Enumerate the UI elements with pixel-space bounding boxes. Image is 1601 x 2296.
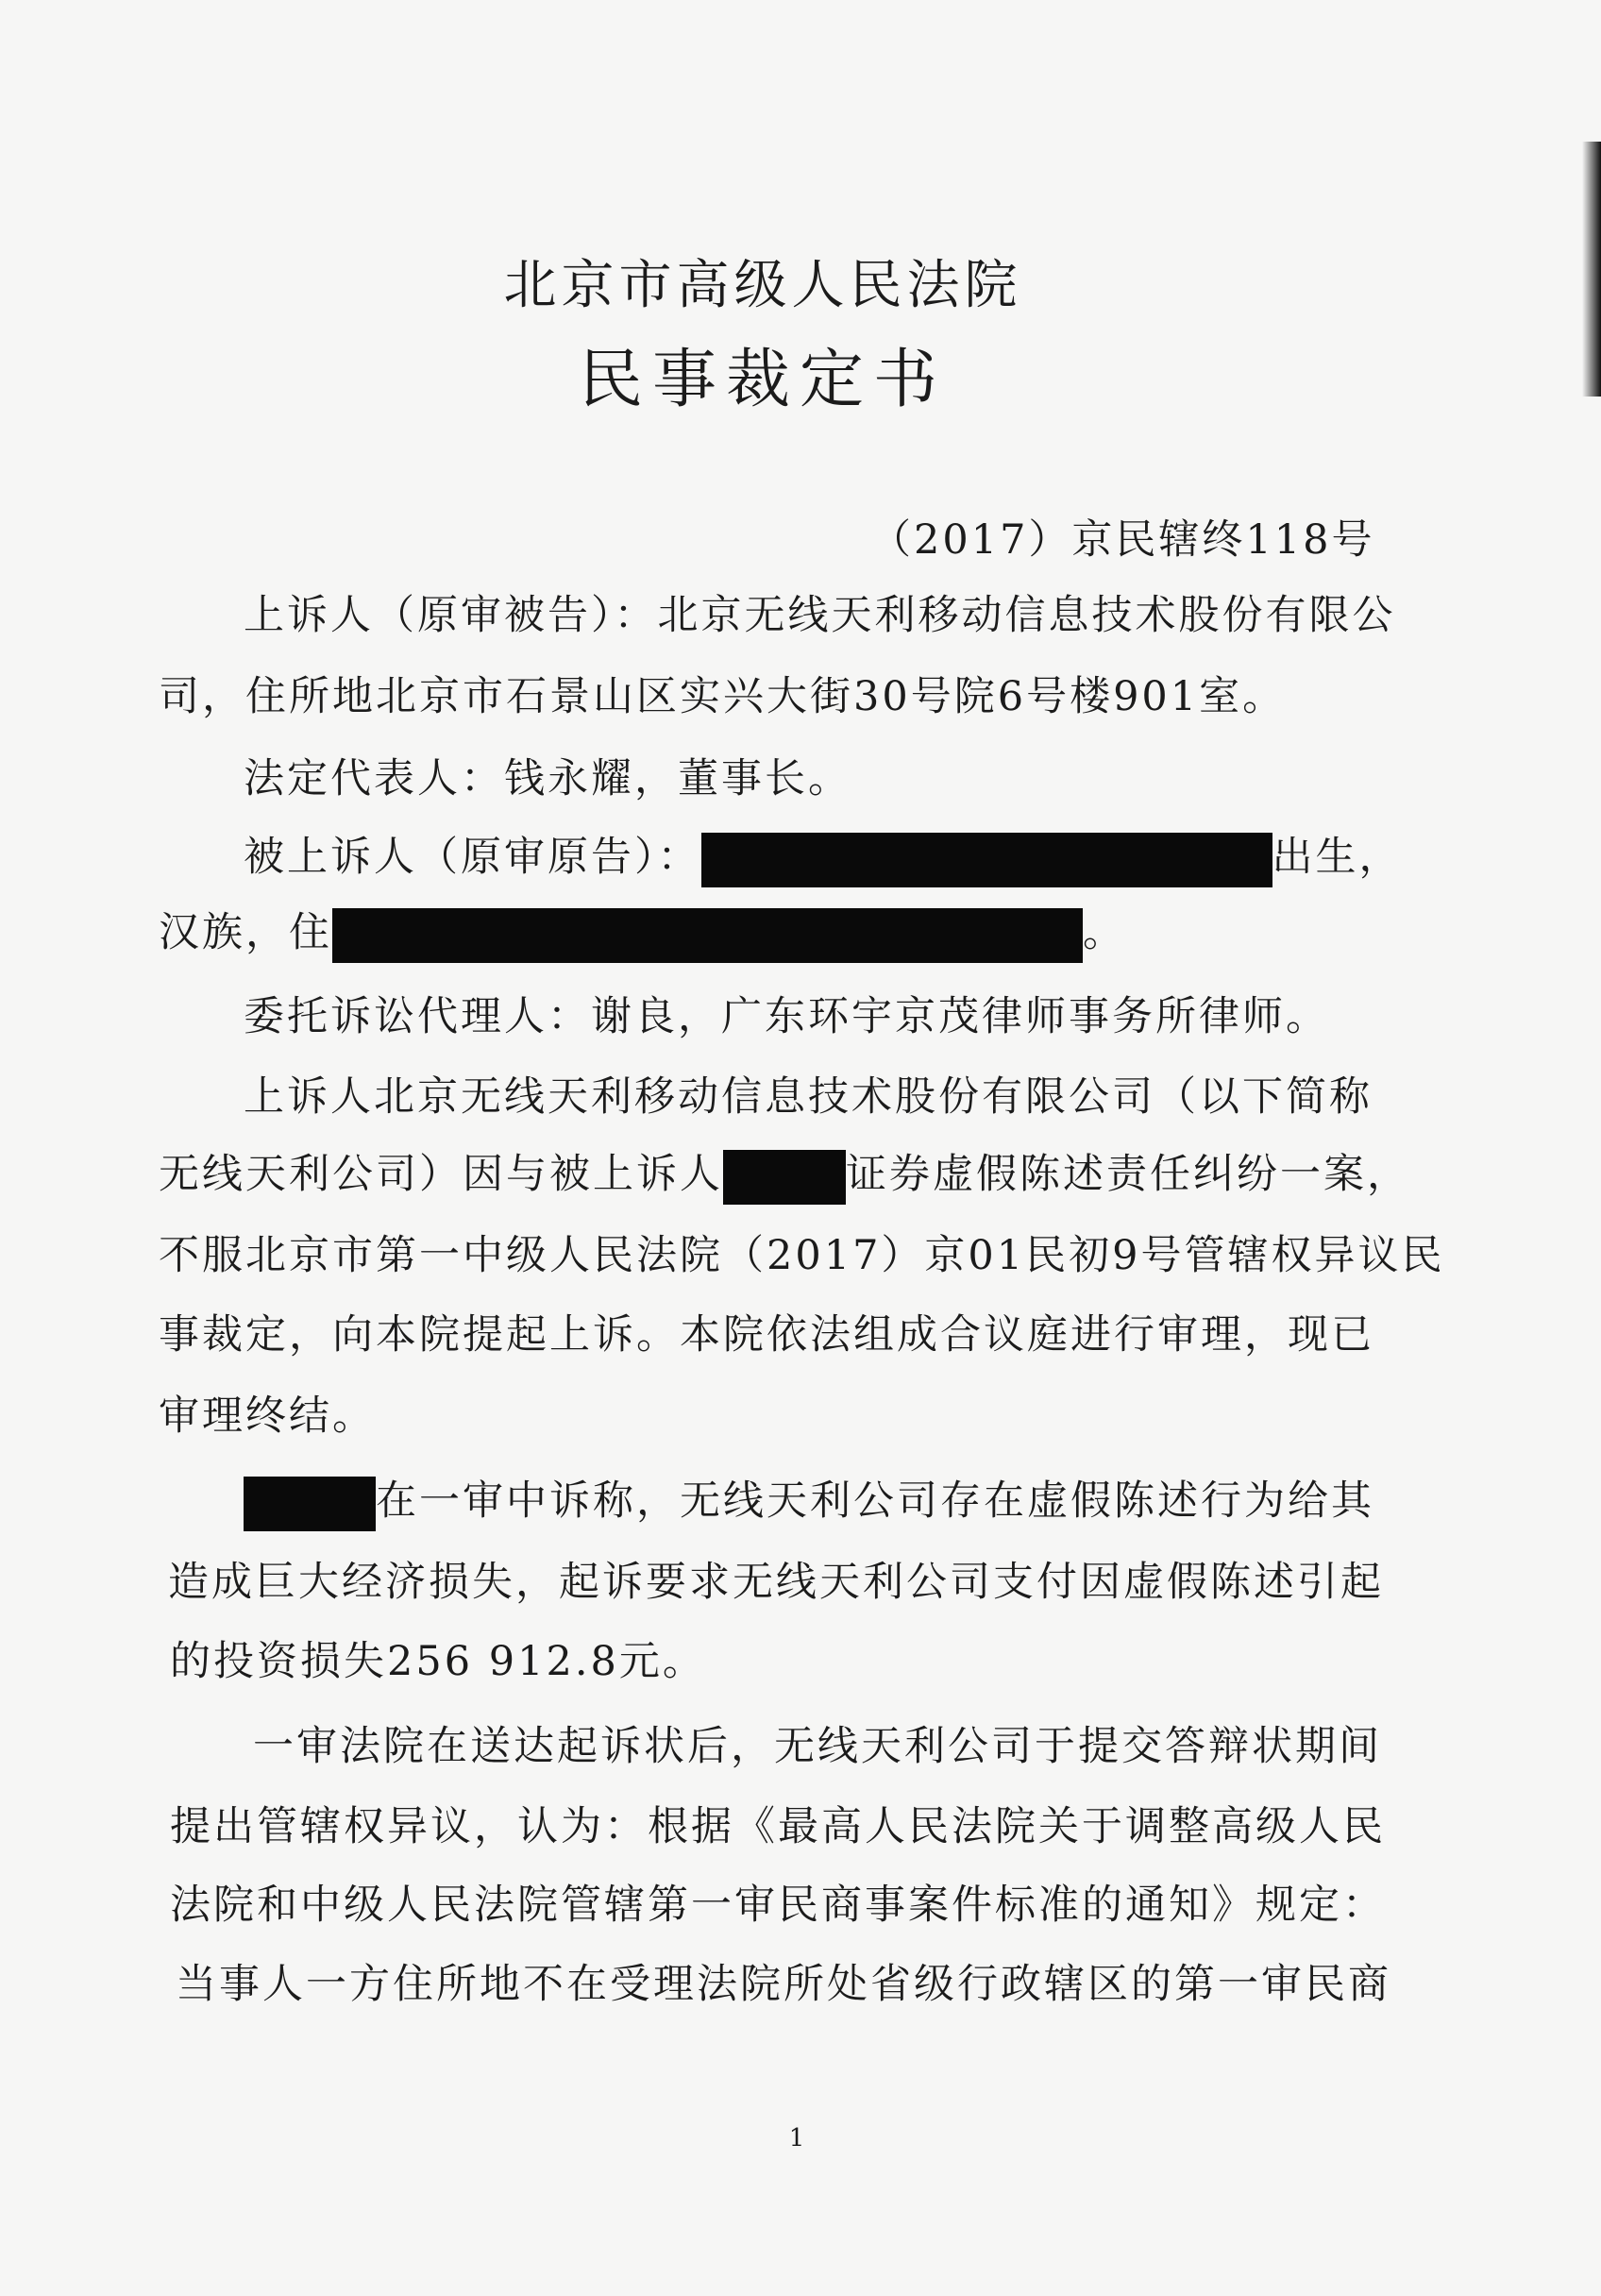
redaction-block [244,1477,376,1531]
body-p1-line-5: 审理终结。 [159,1393,376,1440]
body-p1-line-4: 事裁定，向本院提起上诉。本院依法组成合议庭进行审理，现已 [159,1311,1374,1359]
body-p1-line-3: 不服北京市第一中级人民法院（2017）京01民初9号管辖权异议民 [159,1232,1445,1279]
page-number: 1 [788,2124,805,2152]
text-segment: 证券虚假陈述责任纠纷一案， [846,1151,1410,1198]
agent-line: 委托诉讼代理人：谢良，广东环宇京茂律师事务所律师。 [244,993,1329,1040]
court-name: 北京市高级人民法院 [503,255,1022,316]
body-p3-line-2: 提出管辖权异议，认为：根据《最高人民法院关于调整高级人民 [170,1803,1386,1850]
redaction-block [723,1150,846,1205]
body-p3-line-1: 一审法院在送达起诉状后，无线天利公司于提交答辩状期间 [253,1723,1382,1770]
body-p3-line-3: 法院和中级人民法院管辖第一审民商事案件标准的通知》规定： [170,1882,1386,1929]
body-p1-line-1: 上诉人北京无线天利移动信息技术股份有限公司（以下简称 [244,1073,1373,1121]
appellee-line-2 [159,904,1126,963]
body-p1-line-2 [159,1146,1410,1205]
appellee-address-label: 汉族，住 [159,909,332,956]
redaction-block [332,908,1083,963]
appellant-line-1: 上诉人（原审被告）：北京无线天利移动信息技术股份有限公 [244,592,1396,639]
body-p2-line-1 [244,1473,1374,1531]
appellee-line-1 [244,829,1403,887]
appellant-line-2: 司，住所地北京市石景山区实兴大街30号院6号楼901室。 [159,673,1287,720]
document-title: 民事裁定书 [578,343,947,417]
appellee-birth-suffix: 出生， [1272,834,1403,881]
appellee-address-end: 。 [1083,909,1126,956]
case-number: （2017）京民辖终118号 [870,516,1375,564]
body-p2-line-3: 的投资损失256 912.8元。 [170,1638,706,1685]
body-p3-line-4: 当事人一方住所地不在受理法院所处省级行政辖区的第一审民商 [176,1961,1391,2008]
scan-edge-shadow [1582,142,1601,397]
appellee-label: 被上诉人（原审原告）： [244,834,701,881]
body-p2-line-2: 造成巨大经济损失，起诉要求无线天利公司支付因虚假陈述引起 [168,1559,1384,1606]
legal-representative: 法定代表人：钱永耀，董事长。 [244,755,851,802]
text-segment: 无线天利公司）因与被上诉人 [159,1151,723,1198]
redaction-block [701,833,1272,887]
text-segment: 在一审中诉称，无线天利公司存在虚假陈述行为给其 [376,1477,1374,1525]
